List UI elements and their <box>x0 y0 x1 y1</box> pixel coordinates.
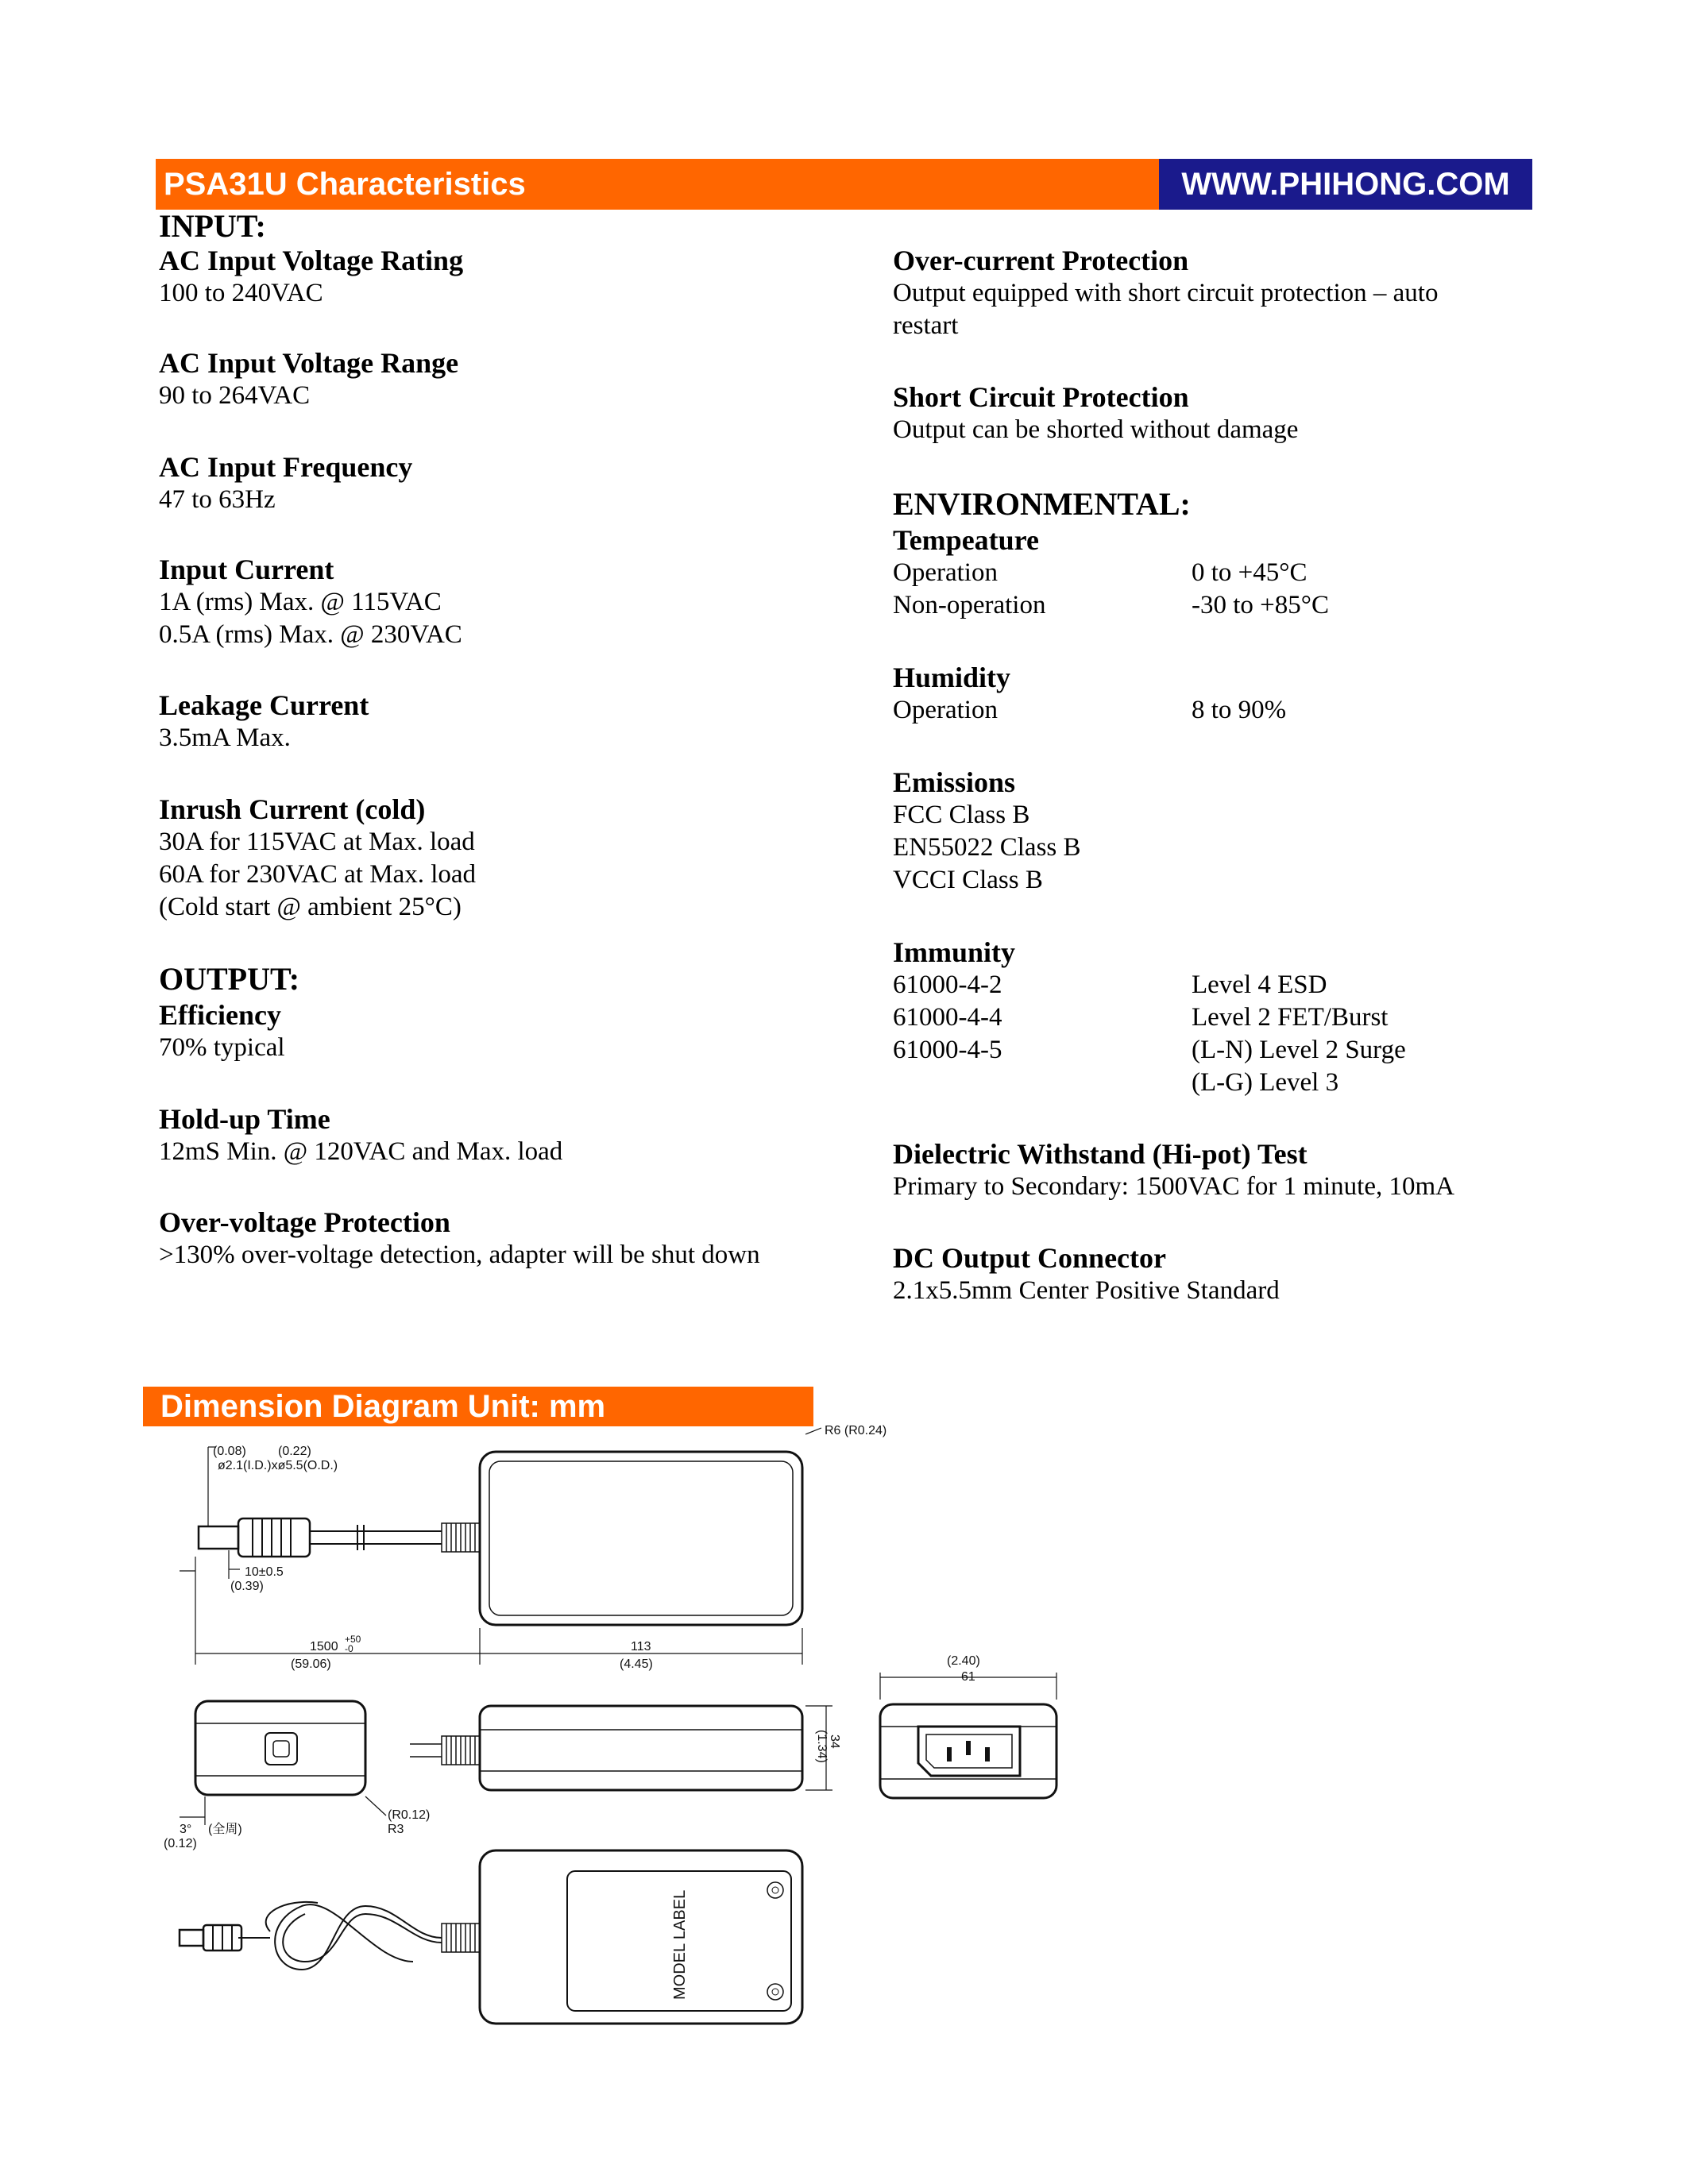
spec-value: EN55022 Class B <box>893 833 1081 862</box>
dim-label: 3° <box>180 1823 192 1836</box>
dim-label: 1500 <box>310 1640 338 1653</box>
website-url[interactable]: WWW.PHIHONG.COM <box>1159 159 1532 210</box>
spec-title: Efficiency <box>159 999 281 1031</box>
page-title: PSA31U Characteristics <box>164 167 526 202</box>
row-value: Level 2 FET/Burst <box>1192 1003 1389 1032</box>
dim-label: 34 <box>828 1734 841 1749</box>
spec-value: Output equipped with short circuit protection – auto <box>893 279 1439 307</box>
row-label: 61000-4-2 <box>893 970 1002 999</box>
spec-value: 1A (rms) Max. @ 115VAC <box>159 588 442 616</box>
dim-label: R6 (R0.24) <box>825 1424 887 1437</box>
spec-value: 2.1x5.5mm Center Positive Standard <box>893 1276 1280 1305</box>
spec-value: 60A for 230VAC at Max. load <box>159 860 477 889</box>
spec-value: 30A for 115VAC at Max. load <box>159 828 475 856</box>
dim-label: (R0.12) <box>388 1808 431 1822</box>
spec-title: DC Output Connector <box>893 1242 1167 1274</box>
strain-relief <box>442 1523 480 1552</box>
screw-icon <box>767 1984 783 2000</box>
row-value: -30 to +85°C <box>1192 591 1329 619</box>
spec-title: Short Circuit Protection <box>893 381 1189 413</box>
dimension-banner: Dimension Diagram Unit: mm <box>143 1387 813 1426</box>
spec-value: 47 to 63Hz <box>159 485 276 514</box>
row-label: 61000-4-4 <box>893 1003 1002 1032</box>
spec-value: restart <box>893 311 959 340</box>
spec-value: 70% typical <box>159 1033 285 1062</box>
dim-label: (0.22) <box>278 1445 311 1458</box>
dim-label: (2.40) <box>947 1654 980 1668</box>
spec-value: FCC Class B <box>893 801 1030 829</box>
spec-value: (Cold start @ ambient 25°C) <box>159 893 462 921</box>
spec-value: Output can be shorted without damage <box>893 415 1299 444</box>
row-label: Operation <box>893 558 998 587</box>
spec-title: Emissions <box>893 766 1016 798</box>
dim-label: (1.34) <box>815 1730 829 1763</box>
coiled-cable <box>238 1902 442 1970</box>
dim-label: (全周) <box>208 1823 242 1836</box>
spec-title: AC Input Frequency <box>159 451 413 483</box>
screw-icon <box>767 1882 783 1898</box>
end-view-ac-inlet <box>880 1654 1056 1798</box>
spec-title: Leakage Current <box>159 689 369 721</box>
dim-label: (59.06) <box>291 1657 331 1671</box>
row-label: Non-operation <box>893 591 1046 619</box>
spec-value: 0.5A (rms) Max. @ 230VAC <box>159 620 462 649</box>
dim-label: +50 <box>345 1634 361 1645</box>
dim-label: -0 <box>345 1643 353 1654</box>
spec-value: VCCI Class B <box>893 866 1043 894</box>
strain-relief <box>442 1736 480 1765</box>
spec-title: Hold-up Time <box>159 1103 330 1135</box>
end-view-plug <box>164 1701 430 1850</box>
spec-title: Over-current Protection <box>893 245 1189 276</box>
spec-title: AC Input Voltage Rating <box>159 245 464 276</box>
top-view <box>180 1424 886 1671</box>
row-value: Level 4 ESD <box>1192 970 1327 999</box>
spec-value: Primary to Secondary: 1500VAC for 1 minute, 10mA <box>893 1172 1454 1201</box>
input-heading: INPUT: <box>159 208 266 244</box>
side-view <box>410 1706 841 1790</box>
spec-value: 3.5mA Max. <box>159 723 291 752</box>
spec-title: Over-voltage Protection <box>159 1206 450 1238</box>
model-label-text: MODEL LABEL <box>671 1889 689 2000</box>
dc-plug <box>180 1925 241 1951</box>
spec-title: Immunity <box>893 936 1016 968</box>
dc-plug <box>199 1518 310 1557</box>
bottom-view <box>180 1850 802 2024</box>
dim-label: (4.45) <box>620 1657 653 1671</box>
dim-label: (0.12) <box>164 1837 197 1850</box>
dim-label: 113 <box>631 1640 651 1653</box>
spec-value: 90 to 264VAC <box>159 381 311 410</box>
spec-value: >130% over-voltage detection, adapter will be shut down <box>159 1241 760 1269</box>
dim-label: ø2.1(I.D.)xø5.5(O.D.) <box>218 1459 338 1472</box>
row-value: (L-G) Level 3 <box>1192 1068 1339 1097</box>
spec-value: 12mS Min. @ 120VAC and Max. load <box>159 1137 563 1166</box>
spec-title: Dielectric Withstand (Hi-pot) Test <box>893 1138 1308 1170</box>
adapter-body-inner <box>489 1461 793 1615</box>
dim-label: 61 <box>961 1670 975 1684</box>
row-value: (L-N) Level 2 Surge <box>1192 1036 1406 1064</box>
row-label: Operation <box>893 696 998 724</box>
row-value: 8 to 90% <box>1192 696 1287 724</box>
spec-title: AC Input Voltage Range <box>159 347 459 379</box>
dim-label: 10±0.5 <box>245 1565 284 1579</box>
row-value: 0 to +45°C <box>1192 558 1308 587</box>
output-heading: OUTPUT: <box>159 961 300 997</box>
spec-title: Inrush Current (cold) <box>159 793 426 825</box>
environmental-heading: ENVIRONMENTAL: <box>893 486 1191 522</box>
dim-label: R3 <box>388 1823 404 1836</box>
dim-label: (0.39) <box>230 1580 264 1593</box>
dim-label: (0.08) <box>213 1445 246 1458</box>
spec-value: 100 to 240VAC <box>159 279 323 307</box>
adapter-body-top <box>480 1452 802 1625</box>
spec-title: Input Current <box>159 554 334 585</box>
strain-relief <box>442 1924 480 1952</box>
spec-title: Humidity <box>893 662 1011 693</box>
row-label: 61000-4-5 <box>893 1036 1002 1064</box>
spec-title: Tempeature <box>893 524 1039 556</box>
